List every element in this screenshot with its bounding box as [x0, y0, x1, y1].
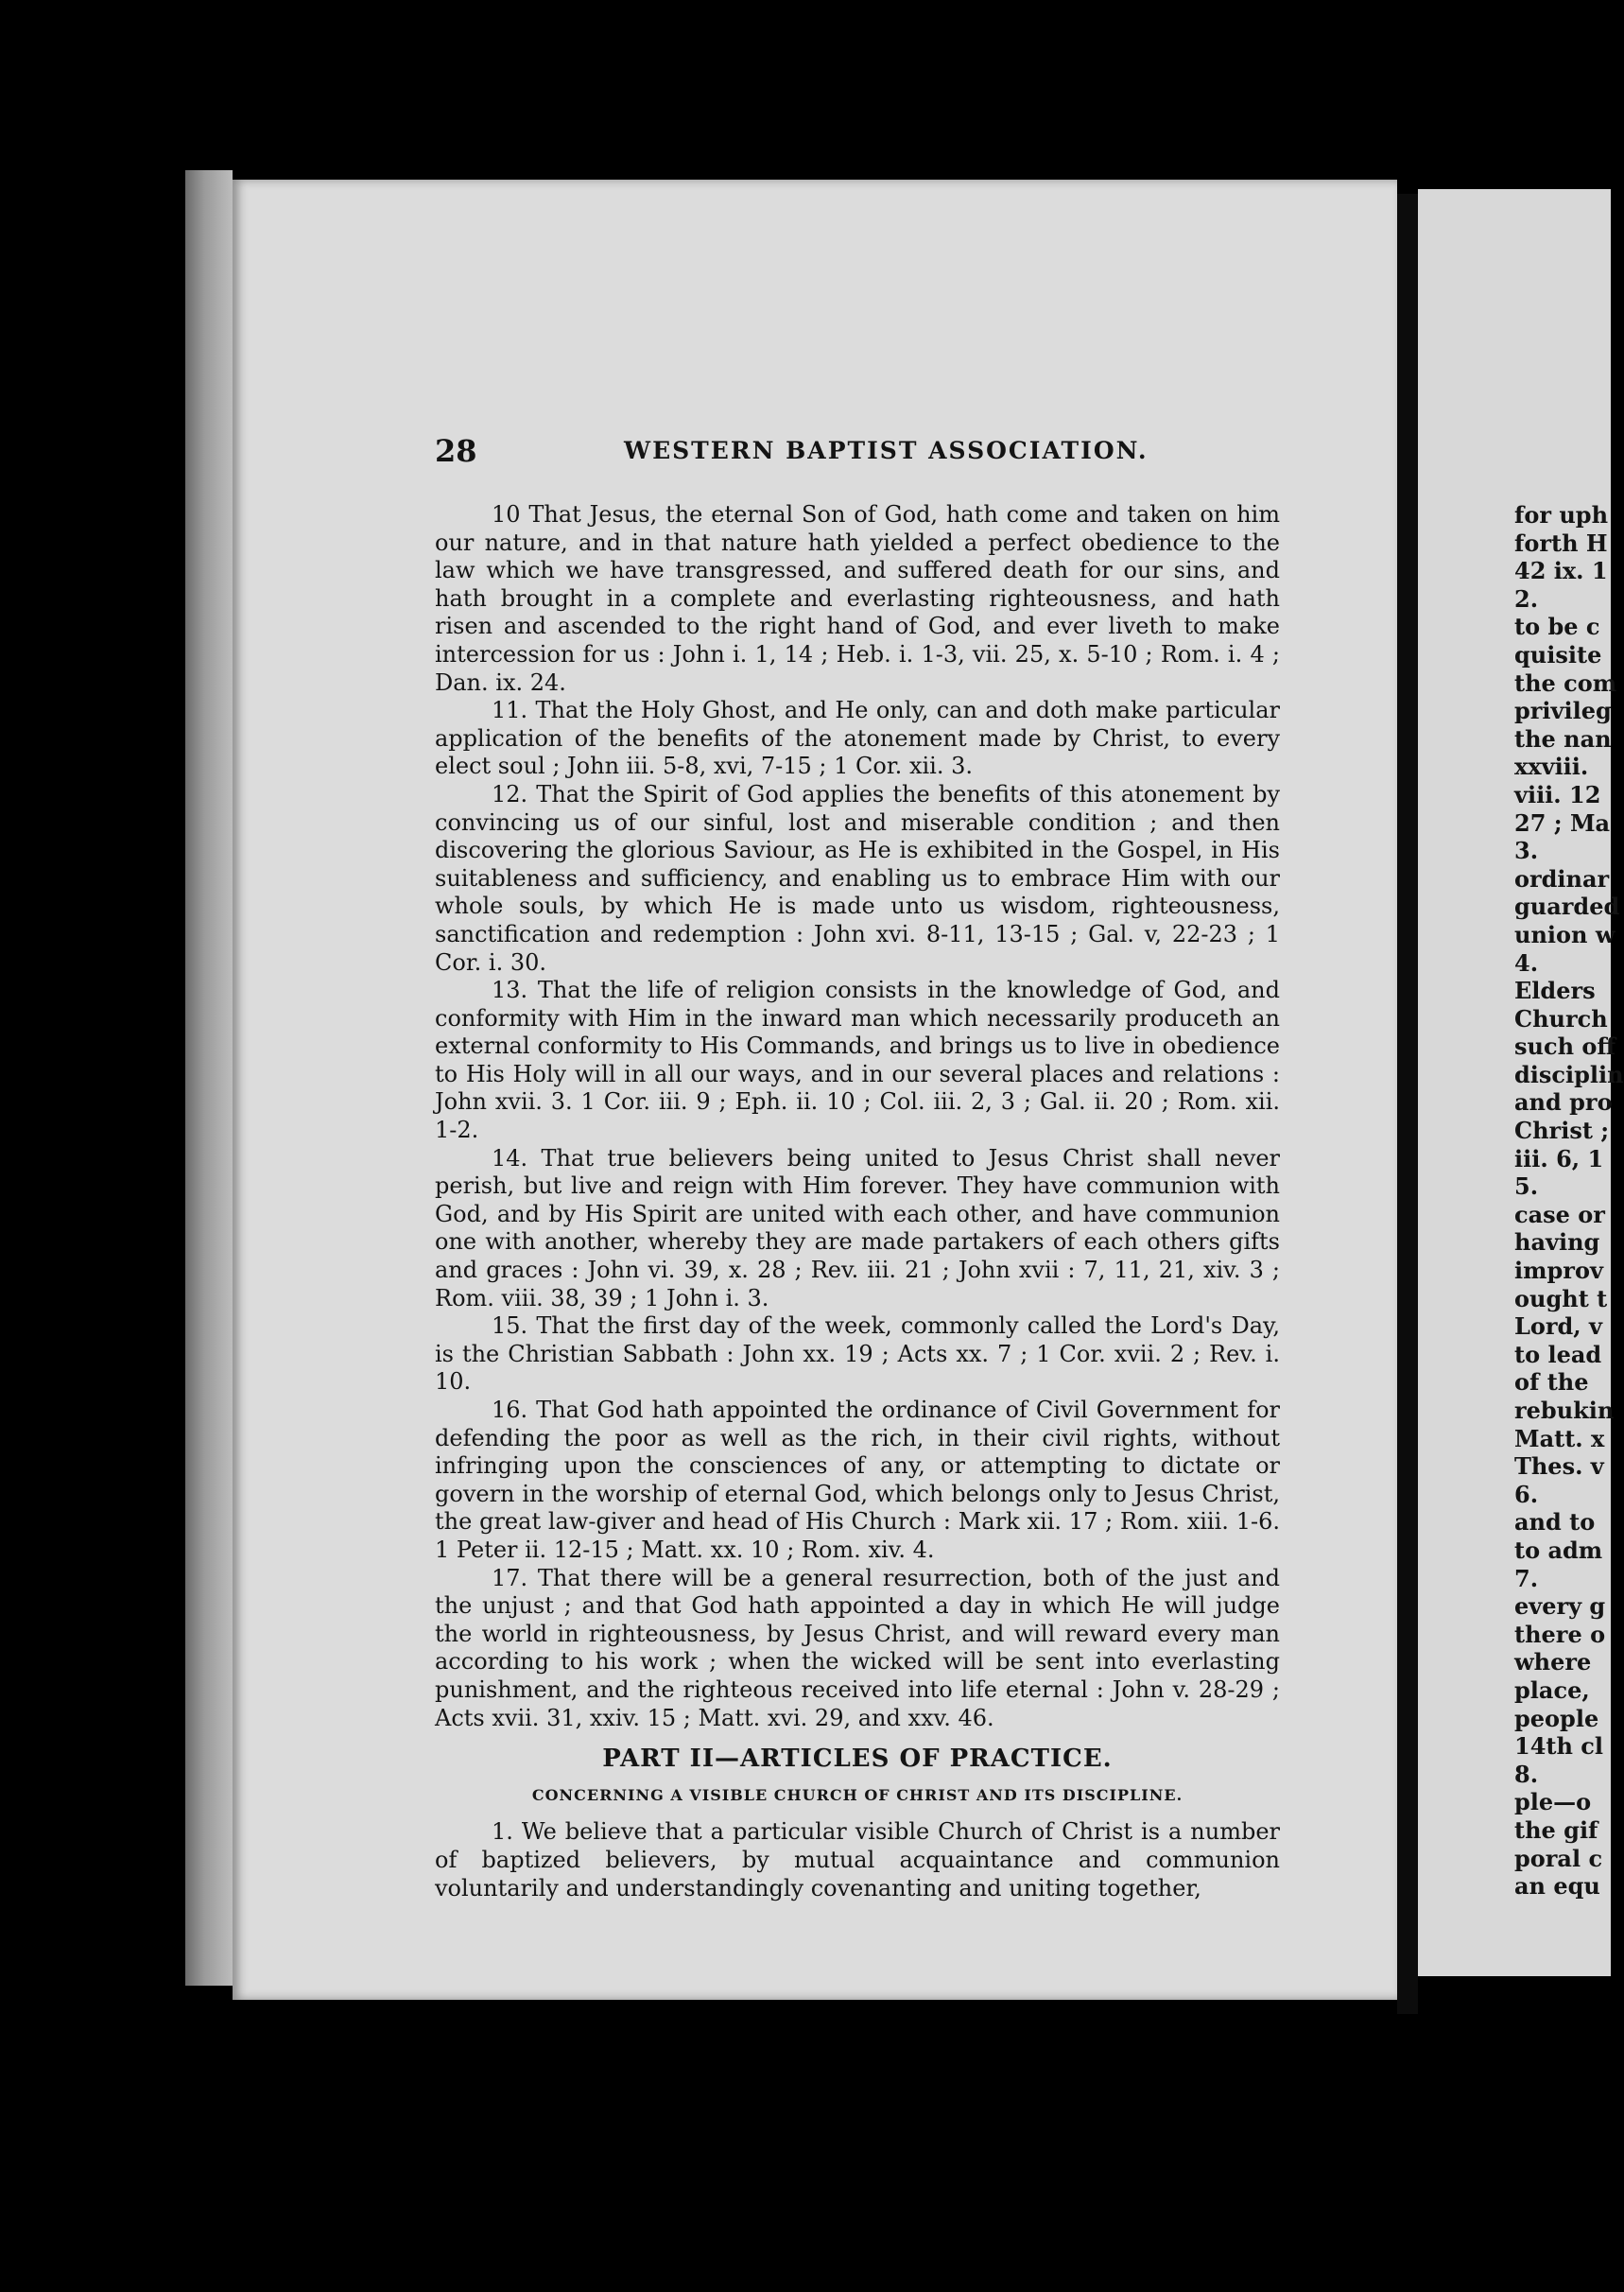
facing-page-line: 3.	[1514, 837, 1539, 865]
book-gutter	[1397, 194, 1418, 2014]
article-12: 12. That the Spirit of God applies the benefits of this atonement by convincing us of our sinful, lost and miserable condition ; and then discovering the glorious Saviour, as He is exhibited in the Gospel, in His suitableness and sufficiency, and enabling us to embrace Him with our whole souls, by which He is made unto us wisdom, righteousness, sanctification and redemption : John xvi. 8-11, 13-15 ; Gal. v, 22-23 ; 1 Cor. i. 30.	[435, 780, 1280, 976]
facing-page-line: ought t	[1514, 1284, 1608, 1312]
facing-page-line: privileg	[1514, 697, 1612, 725]
article-15: 15. That the first day of the week, commonly called the Lord's Day, is the Christian Sabbath : John xx. 19 ; Acts xx. 7 ; 1 Cor. xvii. 2 ; Rev. i. 10.	[435, 1312, 1280, 1396]
facing-page-line: to adm	[1514, 1536, 1603, 1564]
facing-page-line: people	[1514, 1704, 1599, 1732]
facing-page-line: such off	[1514, 1033, 1616, 1061]
facing-page-line: 5.	[1514, 1172, 1539, 1201]
facing-page-line: viii. 12	[1514, 780, 1601, 808]
facing-page-line: Thes. v	[1514, 1452, 1604, 1481]
facing-page-line: guarded	[1514, 893, 1620, 921]
facing-page-line: there o	[1514, 1620, 1606, 1648]
article-14: 14. That true believers being united to Jesus Christ shall never perish, but live and reign with Him forever. They have communion with God, and by His Spirit are united with each other, and have communion one with another, whereby they are made partakers of each others gifts and graces : John vi. 39, x. 28 ; Rev. iii. 21 ; John xvii : 7, 11, 21, xiv. 3 ; Rom. viii. 38, 39 ; 1 John i. 3.	[435, 1144, 1280, 1311]
facing-page-line: having	[1514, 1228, 1600, 1257]
facing-page-line: where	[1514, 1648, 1592, 1676]
facing-page-line: case or	[1514, 1200, 1605, 1228]
facing-page-line: place,	[1514, 1676, 1590, 1704]
facing-page-line: 8.	[1514, 1760, 1539, 1788]
facing-page-line: the nan	[1514, 724, 1612, 753]
facing-page-line: the gif	[1514, 1815, 1598, 1844]
facing-page-line: Elders	[1514, 977, 1596, 1005]
facing-page-line: improv	[1514, 1257, 1603, 1285]
facing-page-line: disciplin	[1514, 1060, 1624, 1088]
part-two-title: PART II—ARTICLES OF PRACTICE.	[602, 1745, 1113, 1774]
facing-page-line: iii. 6, 1	[1514, 1144, 1604, 1172]
facing-page-line: poral c	[1514, 1844, 1603, 1872]
facing-page-line: 42 ix. 1	[1514, 557, 1608, 585]
page-edge-shadow	[185, 170, 233, 1986]
facing-page-line: and pro	[1514, 1088, 1613, 1117]
article-17: 17. That there will be a general resurrection, both of the just and the unjust ; and that God hath appointed a day in which He will judge the world in righteousness, by Jesus Christ, and will reward every man according to his work ; when the wicked will be sent into everlasting punishment, and the righteous received into life eternal : John v. 28-29 ; Acts xvii. 31, xxiv. 15 ; Matt. xvi. 29, and xxv. 46.	[435, 1564, 1280, 1731]
book-page-right	[1418, 189, 1624, 1976]
facing-page-line: of the	[1514, 1368, 1589, 1397]
facing-page-line: Matt. x	[1514, 1424, 1605, 1452]
facing-page-line: rebukin	[1514, 1397, 1615, 1424]
facing-page-line: ordinar	[1514, 864, 1610, 893]
article-16: 16. That God hath appointed the ordinance of Civil Government for defending the poor as well as the rich, in their civil rights, without infringing upon the consciences of any, or attempting to dictate or govern in the worship of eternal God, which belongs only to Jesus Christ, the great law-giver and head of His Church : Mark xii. 17 ; Rom. xiii. 1-6. 1 Peter ii. 12-15 ; Matt. xx. 10 ; Rom. xiv. 4.	[435, 1397, 1280, 1563]
facing-page-line: Church	[1514, 1004, 1608, 1033]
facing-page-line: 7.	[1514, 1564, 1539, 1592]
facing-page-line: Lord, v	[1514, 1312, 1602, 1341]
facing-page-line: xxviii.	[1514, 753, 1589, 781]
page-body	[435, 501, 1280, 1902]
facing-page-line: 27 ; Ma	[1514, 808, 1611, 837]
facing-page-line: 4.	[1514, 948, 1539, 977]
facing-page-line: Christ ;	[1514, 1117, 1610, 1145]
facing-page-line: forth H	[1514, 529, 1608, 557]
facing-page-line: an equ	[1514, 1872, 1600, 1901]
article-11: 11. That the Holy Ghost, and He only, can and doth make particular application of the benefits of the atonement made by Christ, to every elect soul ; John iii. 5-8, xvi, 7-15 ; 1 Cor. xii. 3.	[435, 697, 1280, 780]
facing-page-line: 2.	[1514, 584, 1539, 613]
facing-page-line: union w	[1514, 920, 1615, 948]
running-title: WESTERN BAPTIST ASSOCIATION.	[624, 437, 1149, 464]
practice-article-1: 1. We believe that a particular visible Church of Christ is a number of baptized believers, by mutual acquaintance and communion voluntarily and understandingly covenanting and uniting together,	[435, 1818, 1280, 1901]
page-header	[435, 433, 1361, 471]
facing-page-line: for uph	[1514, 501, 1609, 529]
facing-page-line: 6.	[1514, 1480, 1539, 1508]
facing-page-line: quisite	[1514, 640, 1602, 668]
facing-page-line: to be c	[1514, 613, 1600, 641]
facing-page-text	[1514, 501, 1624, 1901]
facing-page-line: and to	[1514, 1508, 1596, 1537]
facing-page-line: every g	[1514, 1592, 1606, 1621]
part-two-subheading: CONCERNING A VISIBLE CHURCH OF CHRIST AND ITS DISCIPLINE.	[531, 1785, 1183, 1804]
facing-page-line: to lead	[1514, 1340, 1602, 1368]
facing-page-line: ple—o	[1514, 1788, 1592, 1816]
facing-page-line: the com	[1514, 668, 1617, 697]
article-13: 13. That the life of religion consists in the knowledge of God, and conformity with Him in the inward man which necessarily produceth an external conformity to His Commands, and brings us to live in obedience to His Holy will in all our ways, and in our several places and relations : John xvii. 3. 1 Cor. iii. 9 ; Eph. ii. 10 ; Col. iii. 2, 3 ; Gal. ii. 20 ; Rom. xii. 1-2.	[435, 977, 1280, 1144]
page-number: 28	[435, 433, 477, 469]
facing-page-line: 14th cl	[1514, 1732, 1604, 1761]
article-10: 10 That Jesus, the eternal Son of God, hath come and taken on him our nature, and in that nature hath yielded a perfect obedience to the law which we have transgressed, and suffered death for our sins, and hath brought in a complete and everlasting righteousness, and hath risen and ascended to the right hand of God, and ever liveth to make intercession for us : John i. 1, 14 ; Heb. i. 1-3, vii. 25, x. 5-10 ; Rom. i. 4 ; Dan. ix. 24.	[435, 501, 1280, 696]
